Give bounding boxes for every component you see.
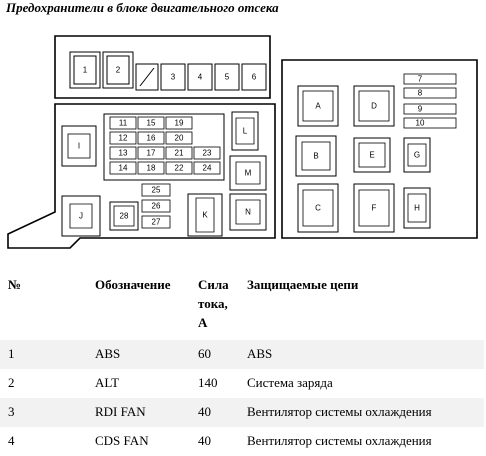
fuse-label-20: 20: [174, 133, 184, 143]
cell-amp: 60: [198, 346, 211, 361]
fuse-label-16: 16: [146, 133, 156, 143]
fuse-label-10: 10: [415, 118, 425, 128]
cell-no: 3: [8, 404, 15, 419]
relay-label-L: L: [242, 126, 248, 136]
left-lower-housing-outline: [8, 104, 275, 248]
relay-label-M: M: [244, 168, 252, 178]
fuse-label-25: 25: [151, 185, 161, 195]
cell-name: CDS FAN: [95, 433, 149, 448]
cell-no: 1: [8, 346, 15, 361]
page-title: Предохранители в блоке двигательного отсека: [6, 0, 279, 15]
relay-label-B: B: [313, 151, 319, 161]
table-row: [0, 398, 484, 427]
relay-label-N: N: [245, 207, 251, 217]
right-housing-outline: [282, 60, 477, 238]
relay-label-H: H: [414, 203, 420, 213]
header-circuit: Защищаемые цепи: [247, 277, 359, 292]
cell-circuit: ABS: [247, 346, 273, 361]
fuse-label-26: 26: [151, 201, 161, 211]
relay-label-G: G: [413, 150, 421, 160]
fuse-row-3-6: [161, 64, 266, 90]
fuse-label-12: 12: [118, 133, 128, 143]
fuse-label-6: 6: [251, 72, 257, 82]
cell-amp: 40: [198, 404, 211, 419]
fuse-label-1: 1: [82, 65, 88, 75]
fuse-label-24: 24: [202, 163, 212, 173]
table-row: [0, 369, 484, 398]
cell-circuit: Вентилятор системы охлаждения: [247, 404, 432, 419]
fuse-label-2: 2: [115, 65, 121, 75]
fuse-label-9: 9: [417, 104, 423, 114]
table-header-row: [0, 264, 484, 340]
fuse-label-22: 22: [174, 163, 184, 173]
cell-circuit: Вентилятор системы охлаждения: [247, 433, 432, 448]
left-housing-outline: [55, 36, 270, 98]
header-no: №: [8, 277, 22, 292]
relay-label-A: A: [315, 101, 321, 111]
fuse-label-14: 14: [118, 163, 128, 173]
right-small-fuses: [404, 74, 456, 128]
cell-amp: 140: [198, 375, 218, 390]
header-amp: [190, 264, 239, 340]
fuse-label-19: 19: [174, 118, 184, 128]
fuse-label-13: 13: [118, 148, 128, 158]
fuse-label-21: 21: [174, 148, 184, 158]
cell-name: ABS: [95, 346, 121, 361]
cell-circuit: Система заряда: [247, 375, 333, 390]
table-row: [0, 340, 484, 369]
fuse-table: [0, 264, 486, 453]
header-amp-line-1: Сила: [198, 277, 229, 292]
header-amp-line-2: тока,: [198, 296, 228, 311]
fuse-label-11: 11: [118, 118, 128, 128]
table-row: [0, 427, 484, 456]
fuse-box-diagram: [0, 16, 486, 269]
fuse-label-7: 7: [417, 74, 423, 84]
fuse-label-18: 18: [146, 163, 156, 173]
cell-amp: 40: [198, 433, 211, 448]
fuse-label-5: 5: [224, 72, 230, 82]
header-amp-line-3: А: [198, 315, 208, 330]
relay-label-E: E: [369, 150, 375, 160]
cell-name: RDI FAN: [95, 404, 146, 419]
relay-label-J: J: [79, 211, 83, 221]
fuse-label-27: 27: [151, 217, 161, 227]
cell-no: 2: [8, 375, 15, 390]
fuse-label-4: 4: [197, 72, 203, 82]
relay-label-F: F: [371, 203, 377, 213]
relay-label-C: C: [315, 203, 321, 213]
fuse-label-8: 8: [417, 88, 423, 98]
relay-label-D: D: [371, 101, 377, 111]
header-name: Обозначение: [95, 277, 171, 292]
fuse-label-3: 3: [170, 72, 176, 82]
fuse-label-15: 15: [146, 118, 156, 128]
fuse-block-1-2: [70, 52, 133, 88]
cell-name: ALT: [95, 375, 120, 390]
relay-label-K: K: [202, 210, 208, 220]
fuse-label-23: 23: [202, 148, 212, 158]
fuse-label-28: 28: [119, 211, 129, 221]
relay-label-I: I: [77, 141, 81, 151]
cell-no: 4: [8, 433, 15, 448]
fuse-label-17: 17: [146, 148, 156, 158]
